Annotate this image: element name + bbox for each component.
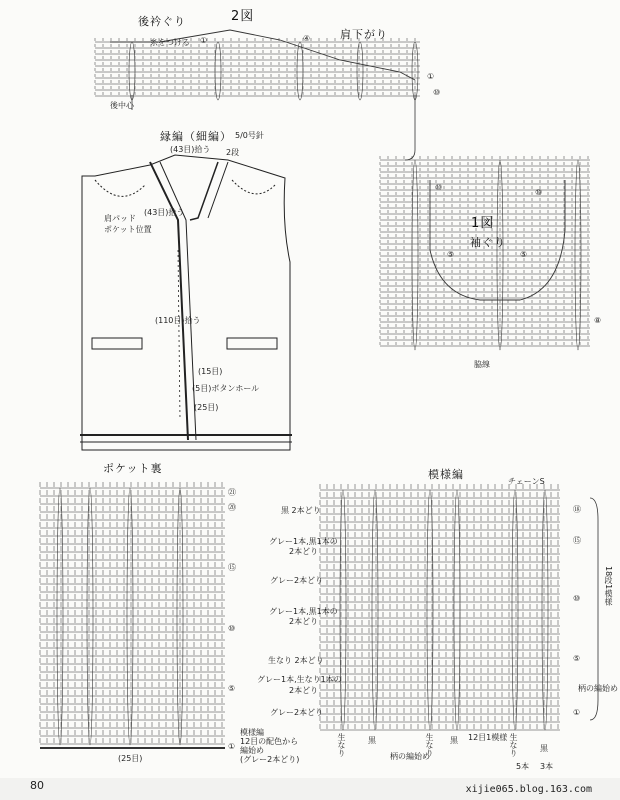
pattern-row-2: 2本どり bbox=[289, 547, 319, 556]
pattern-bottom-5: 5本 bbox=[516, 762, 530, 771]
pattern-row-7: グレー1本,生なり1本の bbox=[257, 675, 342, 684]
watermark: xijie065.blog.163.com bbox=[465, 784, 592, 795]
fig2-chart bbox=[95, 30, 420, 160]
pocket-title: ポケット裏 bbox=[103, 462, 163, 475]
pocket-note-1: 模様編 bbox=[240, 728, 264, 737]
long-stitch bbox=[87, 488, 93, 745]
pattern-repeat-label: 18段1模様 bbox=[604, 566, 613, 606]
pattern-start-label: 柄の編始め bbox=[578, 684, 618, 693]
body-count-15: (15目) bbox=[198, 367, 223, 376]
pocket-note-2: 12目の配色から bbox=[240, 737, 299, 746]
vest-outline bbox=[80, 155, 292, 450]
pattern-bottom-3: 黒 bbox=[450, 736, 458, 745]
body-buttonhole: (5目)ボタンホール bbox=[192, 384, 260, 393]
body-hook-label: 5/0号針 bbox=[235, 131, 264, 140]
fig1-armhole-label: 袖ぐり bbox=[470, 236, 506, 249]
pattern-bottom-1: 黒 bbox=[368, 736, 376, 745]
body-top-rows: 2段 bbox=[226, 148, 240, 157]
pattern-mark-15: ⑮ bbox=[573, 536, 581, 545]
pattern-chain-label: チェーンS bbox=[508, 477, 545, 486]
pattern-mark-10: ⑩ bbox=[573, 594, 581, 603]
pattern-row-5: 2本どり bbox=[289, 617, 319, 626]
long-stitch bbox=[127, 488, 133, 745]
pattern-bottom-6: 黒 bbox=[540, 744, 548, 753]
pattern-unit-label: 12目1模様 bbox=[468, 733, 508, 742]
fig1-mark-10a: ⑩ bbox=[435, 183, 443, 192]
body-side-count: (43目)拾う bbox=[144, 208, 185, 217]
pocket-mark-15: ⑮ bbox=[228, 563, 236, 572]
fig1-mark-5b: ⑤ bbox=[520, 250, 528, 259]
pocket-chart bbox=[40, 482, 225, 748]
long-stitch bbox=[357, 42, 363, 100]
fig1-mark-10b: ⑩ bbox=[535, 188, 543, 197]
fig2-mark-4: ④ bbox=[303, 34, 311, 43]
fig1-mark-5a: ⑤ bbox=[447, 250, 455, 259]
fig2-attach-label: 糸をつける bbox=[150, 38, 190, 47]
long-stitch bbox=[412, 160, 418, 350]
body-shoulder-pad: 肩パッド bbox=[104, 214, 136, 223]
pocket-mark-10: ⑩ bbox=[228, 624, 236, 633]
body-pocket-position: ポケット位置 bbox=[104, 225, 152, 234]
fig2-center-back-label: 後中心 bbox=[110, 101, 134, 110]
page-number: 80 bbox=[30, 779, 44, 792]
body-top-count: (43目)拾う bbox=[170, 145, 211, 154]
fig2-back-neck-label: 後衿ぐり bbox=[138, 15, 186, 28]
pocket-note-4: (グレー2本どり) bbox=[240, 755, 300, 764]
pattern-row-8: 2本どり bbox=[289, 686, 319, 695]
pocket-mark-1: ① bbox=[228, 742, 236, 751]
long-stitch bbox=[297, 42, 303, 100]
fig1-mark-8: ⑧ bbox=[594, 316, 602, 325]
pocket-mark-21: ㉑ bbox=[228, 488, 236, 497]
fig2-title: 2図 bbox=[231, 9, 255, 24]
pattern-bottom-4: 生なり bbox=[509, 733, 518, 757]
pattern-row-9: グレー2本どり bbox=[270, 708, 324, 717]
pattern-mark-18: ⑱ bbox=[573, 505, 581, 514]
fig2-mark-1b: ① bbox=[427, 72, 435, 81]
fig1-chart bbox=[380, 156, 590, 350]
pattern-start2-label: 柄の編始め bbox=[390, 752, 430, 761]
pocket-mark-5: ⑤ bbox=[228, 684, 236, 693]
long-stitch bbox=[129, 42, 135, 100]
body-front-count: (110目)拾う bbox=[155, 316, 201, 325]
pattern-bottom-0: 生なり bbox=[337, 733, 346, 757]
fig2-mark-1: ① bbox=[200, 36, 208, 45]
pocket-width: (25目) bbox=[118, 754, 143, 763]
body-title: 縁編（細編） bbox=[160, 130, 232, 143]
fig1-title: 1図 bbox=[471, 216, 495, 231]
pattern-bottom-2: 生なり bbox=[425, 733, 434, 757]
pattern-title: 模様編 bbox=[428, 468, 464, 481]
long-stitch bbox=[215, 42, 221, 100]
fig1-side-seam: 脇線 bbox=[474, 360, 490, 369]
pattern-mark-5: ⑤ bbox=[573, 654, 581, 663]
pocket-mark-20: ⑳ bbox=[228, 503, 236, 512]
pattern-row-0: 黒 2本どり bbox=[281, 506, 321, 515]
pattern-row-3: グレー2本どり bbox=[270, 576, 324, 585]
pattern-mark-1: ① bbox=[573, 708, 581, 717]
pattern-chart bbox=[320, 484, 598, 730]
long-stitch bbox=[57, 488, 63, 745]
pattern-row-6: 生なり 2本どり bbox=[268, 656, 324, 665]
pattern-row-4: グレー1本,黒1本の bbox=[269, 607, 338, 616]
fig2-shoulder-label: 肩下がり bbox=[340, 28, 388, 41]
pocket-note-3: 編始め bbox=[240, 746, 264, 755]
pattern-bottom-7: 3本 bbox=[540, 762, 554, 771]
fig2-mark-10: ⑩ bbox=[433, 88, 441, 97]
body-count-25: (25目) bbox=[194, 403, 219, 412]
pattern-row-1: グレー1本,黒1本の bbox=[269, 537, 338, 546]
